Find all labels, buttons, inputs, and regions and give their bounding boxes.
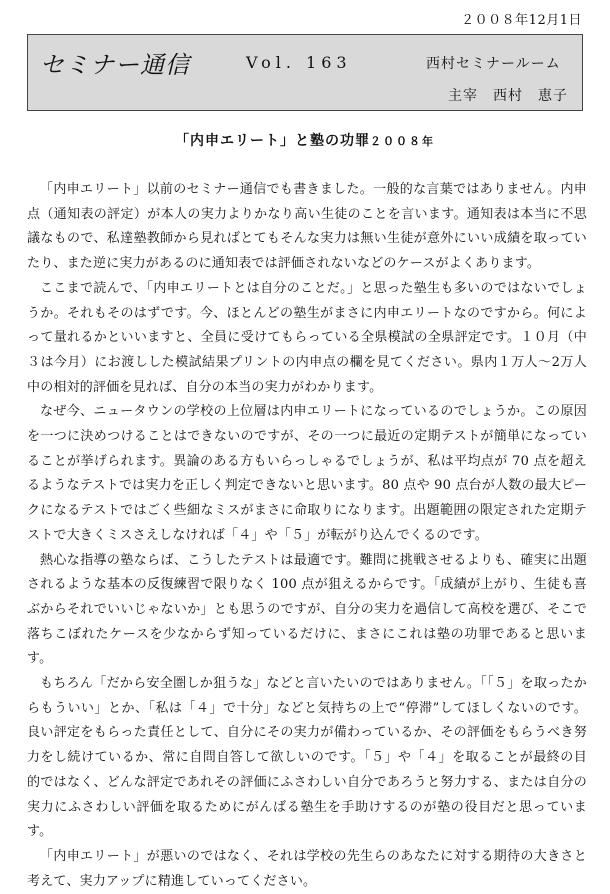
organizer-name: 主宰 西村 恵子 bbox=[448, 88, 568, 104]
paragraph: なぜ今、ニュータウンの学校の上位層は内申エリートになっているのでしょうか。この原因を一つに決めつけることはできないのですが、その一つに最近の定期テストが簡単になっていることが挙げられます。異論のある方もいらっしゃるでしょうが、私は平均点が 70 点を超えるようなテストでは実力を正しく判定できないと思います。80 点や 90 点台が人数の最大ピークになるテストではごく些細なミスがまさに命取りになります。出題範囲の限定された定期テストで大きくミスさえしなければ「４」や「５」が転がり込んでくるのです。 bbox=[27, 404, 587, 543]
paragraph: ここまで読んで、「内申エリートとは自分のことだ。」と思った塾生も多いのではないでしょうか。それもそのはずです。今、ほとんどの塾生がまさに内申エリートなのですから。何によって量れるかといいますと、全員に受けてもらっている全県模試の全県評定です。１０月（中３は今月）にお渡しした模試結果プリントの内申点の欄を見てください。県内１万人〜2万人中の相対的評価を見れば、自分の本当の実力がわかります。 bbox=[27, 280, 587, 395]
paragraph: 「内申エリート」以前のセミナー通信でも書きました。一般的な言葉ではありません。内申点（通知表の評定）が本人の実力よりかなり高い生徒のことを言います。通知表は本当に不思議なもので、私達塾教師から見ればとてもそんな実力は無い生徒が意外にいい成績を取っていたり、また逆に実力があるのに通知表では評価されないなどのケースがよくあります。 bbox=[27, 182, 587, 272]
newsletter-header bbox=[27, 34, 583, 111]
paragraph: 「内申エリート」が悪いのではなく、それは学校の先生らのあなたに対する期待の大きさと考えて、実力アップに精進していってください。 bbox=[27, 848, 587, 889]
newsletter-title: セミナー通信 bbox=[40, 51, 190, 79]
volume-number: Vol. 163 bbox=[246, 53, 352, 72]
paragraph: もちろん「だから安全圏しか狙うな」などと言いたいのではありません。「「５」を取ったからもういい」とか、「私は「４」で十分」などと気持ちの上で“停滞”してほしくないのです。良い評定をもらった責任として、自分にその実力が備わっているか、その評価をもらうべき努力をし続けているか、常に自問自答して欲しいのです。「５」や「４」を取ることが最終の目的ではなく、どんな評定であれその評価にふさわしい自分であろうと努力する、または自分の実力にふさわしい評価を取るためにがんばる塾生を手助けするのが塾の役目だと思っています。 bbox=[27, 676, 587, 840]
organization-name: 西村セミナールーム bbox=[426, 56, 561, 72]
article-body bbox=[27, 178, 587, 894]
paragraph: 熱心な指導の塾ならば、こうしたテストは最適です。難問に挑戦させるよりも、確実に出題されるような基本の反復練習で限りなく 100 点が狙えるからです。「成績が上がり、生徒も喜ぶからそれでいいじゃないか」とも思うのですが、自分の実力を過信して高校を選び、そこで落ちこぼれたケースを少なからず知っているだけに、まさにこれは塾の功罪であると思います。 bbox=[27, 552, 587, 667]
article-title bbox=[0, 130, 610, 150]
article-title-text: 「内申エリート」と塾の功罪 bbox=[175, 133, 370, 149]
article-title-year: ２００８年 bbox=[370, 135, 435, 148]
issue-date: ２００８年12月1日 bbox=[461, 13, 582, 28]
